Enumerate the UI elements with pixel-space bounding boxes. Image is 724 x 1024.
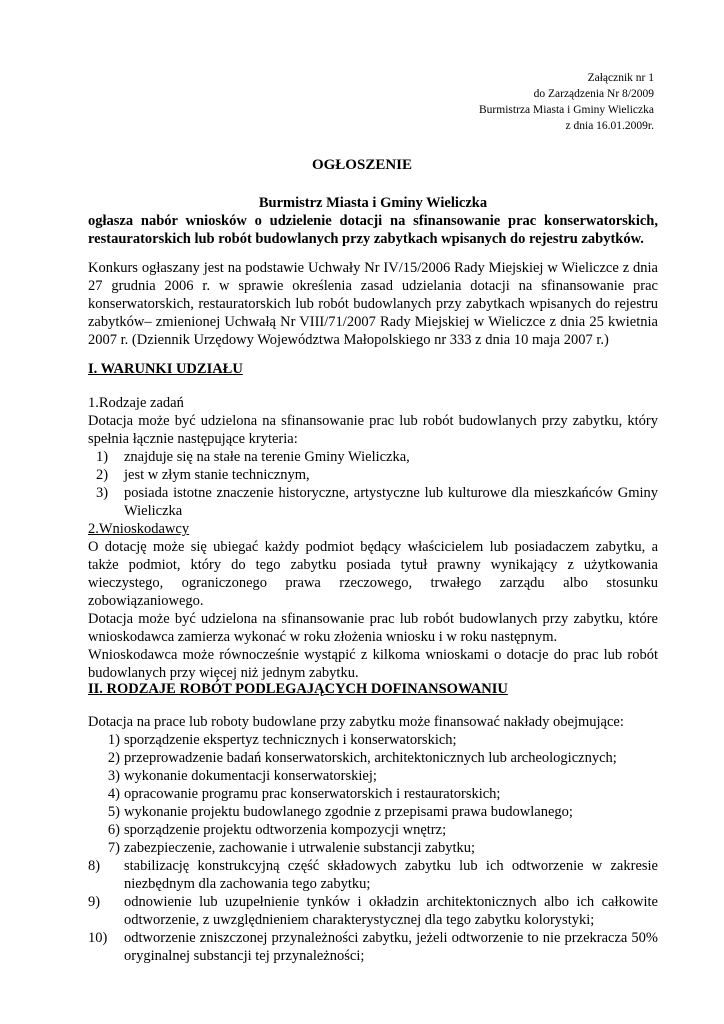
- section-1-body: [88, 394, 658, 682]
- subsection-2-paragraph-2: Dotacja może być udzielona na sfinansowanie prac lub robót budowlanych przy zabytku, które wnioskodawca zamierza wykonać w roku złożenia wniosku i w roku następnym.: [88, 611, 658, 645]
- subsection-2-paragraph-1: O dotację może się ubiegać każdy podmiot będący właścicielem lub posiadaczem zabytku, a także podmiot, który do tego zabytku posiada tytuł prawny wynikający z użytkowania wieczystego, ograniczonego prawa rzeczowego, trwałego zarządu albo stosunku zobowiązaniowego.: [88, 539, 658, 609]
- intro-authority: Burmistrz Miasta i Gminy Wieliczka: [258, 195, 488, 211]
- list-item: 5) wykonanie projektu budowlanego zgodnie z przepisami prawa budowlanego;: [107, 804, 573, 820]
- list-item: 2) jest w złym stanie technicznym,: [96, 467, 310, 483]
- attachment-header: [479, 70, 654, 134]
- list-item: 8) stabilizację konstrukcyjną część składowych zabytku lub ich odtworzenie w zakresie niezbędnym dla zachowania tego zabytku;: [88, 858, 658, 892]
- list-item: 6) sporządzenie projektu odtworzenia kompozycji wnętrz;: [107, 822, 447, 838]
- subsection-1-title: 1.Rodzaje zadań: [88, 395, 184, 411]
- subsection-2-paragraph-3: Wnioskodawca może równocześnie wystąpić z kilkoma wnioskami o dotacje do prac lub robót budowlanych przy więcej niż jednym zabytku.: [88, 647, 658, 681]
- section-2-body: [88, 713, 658, 965]
- list-item: 4) opracowanie programu prac konserwatorskich i restauratorskich;: [107, 786, 501, 802]
- header-line-2: do Zarządzenia Nr 8/2009: [533, 88, 654, 100]
- intro-text: ogłasza nabór wniosków o udzielenie dotacji na sfinansowanie prac konserwatorskich, restauratorskich lub robót budowlanych przy zabytkach wpisanych do rejestru zabytków.: [88, 213, 658, 247]
- list-item: 7) zabezpieczenie, zachowanie i utrwalenie substancji zabytku;: [107, 840, 476, 856]
- section-1-heading: I. WARUNKI UDZIAŁU: [88, 361, 243, 377]
- list-item: 1) znajduje się na stałe na terenie Gminy Wieliczka,: [96, 449, 410, 465]
- criteria-list: [88, 448, 658, 520]
- list-item: 10) odtworzenie zniszczonej przynależności zabytku, jeżeli odtworzenie to nie przekracza 50% oryginalnej substancji tej przynależności;: [88, 930, 658, 964]
- legal-basis-paragraph: Konkurs ogłaszany jest na podstawie Uchwały Nr IV/15/2006 Rady Miejskiej w Wieliczce z dnia 27 grudnia 2006 r. w sprawie określenia zasad udzielania dotacji na sfinansowanie prac konserwatorskich, restauratorskich lub robót budowlanych przy zabytkach wpisanych do rejestru zabytków– zmienionej Uchwałą Nr VIII/71/2007 Rady Miejskiej w Wieliczce z dnia 25 kwietnia 2007 r. (Dziennik Urzędowy Województwa Małopolskiego nr 333 z dnia 10 maja 2007 r.): [88, 260, 658, 348]
- list-item: 2) przeprowadzenie badań konserwatorskich, architektonicznych lub archeologicznych;: [107, 750, 617, 766]
- intro-announcement: [88, 194, 658, 248]
- section-2-heading: II. RODZAJE ROBÓT PODLEGAJĄCYCH DOFINANSOWANIU: [88, 681, 508, 697]
- section-2-lead: Dotacja na prace lub roboty budowlane przy zabytku może finansować nakłady obejmujące:: [88, 714, 624, 730]
- header-line-3: Burmistrza Miasta i Gminy Wieliczka: [479, 104, 654, 116]
- list-item: 3) wykonanie dokumentacji konserwatorskiej;: [107, 768, 377, 784]
- list-item: 9) odnowienie lub uzupełnienie tynków i okładzin architektonicznych albo ich całkowite odtworzenie, z uwzględnieniem charakterystycznej dla tego zabytku kolorystyki;: [88, 894, 658, 928]
- header-line-1: Załącznik nr 1: [587, 72, 654, 84]
- works-list: [88, 731, 658, 965]
- list-item: 3) posiada istotne znaczenie historyczne, artystyczne lub kulturowe dla mieszkańców Gminy Wieliczka: [96, 485, 658, 519]
- subsection-2-title: 2.Wnioskodawcy: [88, 521, 190, 537]
- header-line-4: z dnia 16.01.2009r.: [565, 120, 654, 132]
- list-item: 1) sporządzenie ekspertyz technicznych i konserwatorskich;: [107, 732, 457, 748]
- page-title: OGŁOSZENIE: [311, 157, 413, 173]
- subsection-1-text: Dotacja może być udzielona na sfinansowanie prac lub robót budowlanych przy zabytku, który spełnia łącznie następujące kryteria:: [88, 413, 658, 447]
